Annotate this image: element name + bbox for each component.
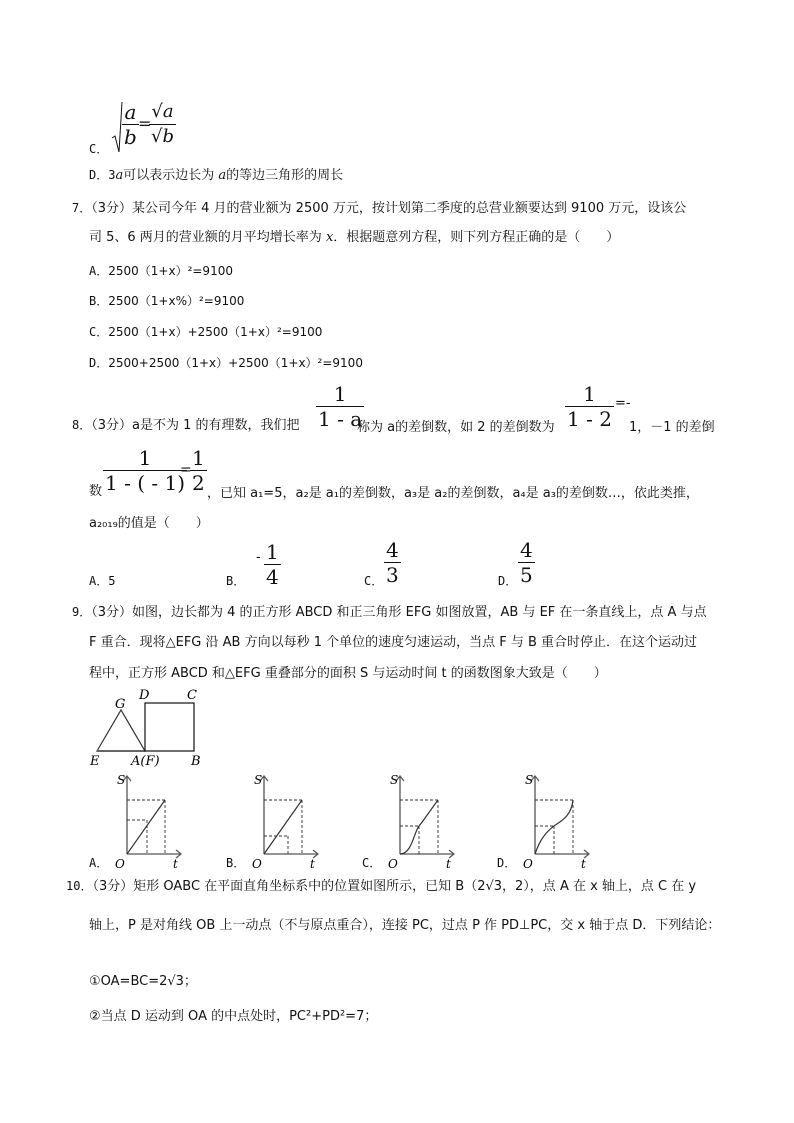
q8-text-6: ，已知 a₁=5，a₂是 a₁的差倒数，a₃是 a₂的差倒数，a₄是 a₃的差倒数…，依此类推， (207, 486, 699, 501)
q6-option-d: D．3a可以表示边长为 a的等边三角形的周长 (89, 168, 344, 183)
option-label: A． (89, 856, 109, 870)
q9-figure (85, 685, 215, 770)
q8-fraction-1-over-1-minus-2: $\frac{1}{1 - 2}$ (567, 382, 612, 431)
function-curve (127, 800, 165, 854)
q7-stem-line1: 7．（3分）某公司今年 4 月的营业额为 2500 万元，按计划第二季度的总营业额要达到 9100 万元，设该公 (72, 201, 687, 216)
lhs-fraction: $\frac{a}{b}$ (124, 100, 137, 149)
q10-conclusion-2: ②当点 D 运动到 OA 的中点处时，PC²+PD²=7； (89, 1009, 378, 1024)
label-c: C (187, 688, 197, 703)
t-axis-label: t (446, 857, 451, 871)
origin-label: O (388, 857, 398, 871)
sine-graph-s-curve-concave-down-then-up (511, 772, 591, 872)
option-label: B． (226, 856, 246, 870)
sine-graph-linear-steep (103, 772, 183, 872)
origin-label: O (115, 857, 125, 871)
q7-option-c[interactable]: C．2500（1+x）+2500（1+x）²=9100 (89, 325, 323, 339)
option-label: C． (362, 856, 382, 870)
s-axis-label: S (117, 773, 126, 787)
q8-equals: = (180, 462, 192, 478)
function-curve (264, 800, 302, 854)
origin-label: O (523, 857, 533, 871)
label-b: B (191, 754, 201, 769)
q7-stem-line2: 司 5、6 两月的营业额的月平均增长率为 x．根据题意列方程，则下列方程正确的是（ ） (89, 230, 620, 245)
rhs-fraction: $\frac{√a}{√b}$ (151, 101, 174, 147)
q7-option-d[interactable]: D．2500+2500（1+x）+2500（1+x）²=9100 (89, 356, 363, 370)
q8-option-a[interactable]: A．5 (89, 574, 116, 588)
q8-fraction-1-over-2: $\frac{1}{2}$ (192, 446, 205, 495)
s-axis-label: S (525, 773, 534, 787)
q10-stem-line1: 10．（3分）矩形 OABC 在平面直角坐标系中的位置如图所示，已知 B（2√3，2），点 A 在 x 轴上，点 C 在 y (66, 879, 697, 894)
q7-option-b[interactable]: B．2500（1+x%）²=9100 (89, 294, 245, 308)
q8-text-5: 数 (89, 484, 103, 499)
s-axis-label: S (390, 773, 399, 787)
label-af: A(F) (131, 754, 160, 769)
option-label: D． (497, 856, 517, 870)
q8-text-4: 1，－1 的差倒 (629, 420, 715, 435)
label-g: G (115, 697, 126, 712)
sine-graph-linear (240, 772, 320, 872)
equals-sign: = (138, 114, 152, 133)
t-axis-label: t (173, 857, 178, 871)
q9-stem-line3: 程中，正方形 ABCD 和△EFG 重叠部分的面积 S 与运动时间 t 的函数图象大致是（ ） (89, 666, 607, 681)
q9-stem-line2: F 重合．现将△EFG 沿 AB 方向以每秒 1 个单位的速度匀速运动，当点 F 与 B 重合时停止．在这个运动过 (89, 635, 698, 650)
q8-fraction-1-over-1-minus-a: $\frac{1}{1 - a}$ (318, 382, 363, 431)
option-label: C． (89, 142, 109, 156)
t-axis-label: t (310, 857, 315, 871)
label-d: D (139, 688, 150, 703)
function-curve (400, 800, 438, 854)
q8-stem-line1: 8．（3分）a是不为 1 的有理数，我们把 (72, 418, 300, 433)
q9-stem-line1: 9．（3分）如图，边长都为 4 的正方形 ABCD 和正三角形 EFG 如图放置，AB 与 EF 在一条直线上，点 A 与点 (72, 605, 707, 620)
q8-text-7: a₂₀₁₉的值是（ ） (89, 516, 209, 531)
square-abcd (145, 703, 194, 751)
s-axis-label: S (254, 773, 263, 787)
q10-conclusion-1: ①OA=BC=2√3； (89, 974, 197, 989)
sine-graph-s-curve-concave-up-then-down (376, 772, 456, 872)
q8-fraction-1-over-1-minus-neg1: $\frac{1}{1 - ( - 1)}$ (105, 446, 185, 495)
t-axis-label: t (581, 857, 586, 871)
q10-stem-line2: 轴上，P 是对角线 OB 上一动点（不与原点重合），连接 PC，过点 P 作 PD⊥PC，交 x 轴于点 D．下列结论： (89, 918, 721, 933)
q8-eq-minus: =- (615, 396, 631, 411)
triangle-efg (97, 710, 145, 751)
q7-option-a[interactable]: A．2500（1+x）²=9100 (89, 264, 233, 278)
q8-text-2: 称为 a的差倒数，如 2 的差倒数为 (357, 420, 555, 435)
origin-label: O (252, 857, 262, 871)
label-e: E (90, 754, 100, 769)
